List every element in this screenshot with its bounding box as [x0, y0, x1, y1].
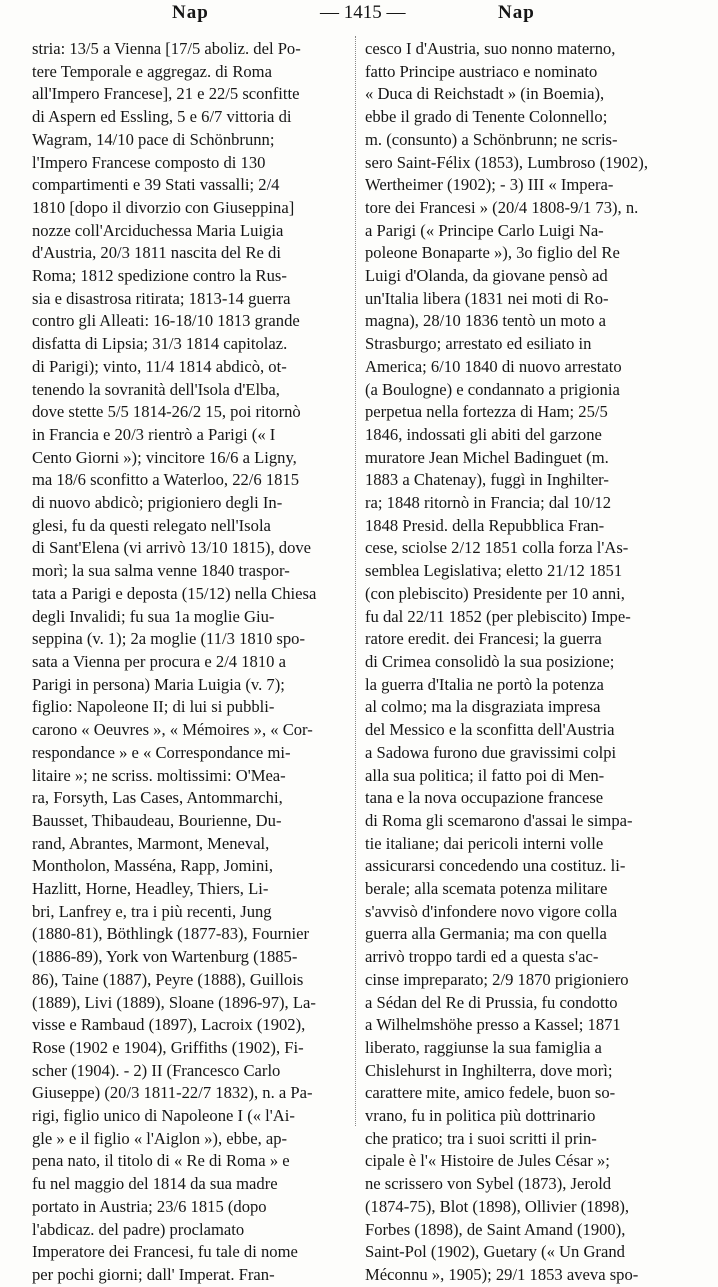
text-line: alla sua politica; il fatto poi di Men- — [365, 765, 605, 785]
header-right-keyword: Nap — [498, 2, 535, 23]
text-line: vrano, fu in politica più dottrinario — [365, 1106, 596, 1126]
text-line: gle » e il figlio « l'Aiglon »), ebbe, ap- — [32, 1128, 288, 1148]
text-line: fu nel maggio del 1814 da sua madre — [32, 1174, 278, 1194]
text-line: l'Impero Francese composto di 130 — [32, 152, 266, 172]
text-line: Cento Giorni »); vincitore 16/6 a Ligny, — [32, 447, 297, 467]
text-line: ratore eredit. dei Francesi; la guerra — [365, 629, 602, 649]
text-line: litaire »; ne scriss. moltissimi: O'Mea- — [32, 765, 286, 785]
text-line: in Francia e 20/3 rientrò a Parigi (« I — [32, 424, 276, 444]
page-header — [0, 0, 718, 26]
text-line: Forbes (1898), de Saint Amand (1900), — [365, 1219, 626, 1239]
text-line: tie italiane; dai pericoli interni volle — [365, 833, 604, 853]
text-line: figlio: Napoleone II; di lui si pubbli- — [32, 697, 275, 717]
text-line: 1848 Presid. della Repubblica Fran- — [365, 515, 605, 535]
text-line: (1874-75), Blot (1898), Ollivier (1898), — [365, 1196, 630, 1216]
text-line: guerra alla Germania; ma con quella — [365, 924, 607, 944]
header-left-keyword: Nap — [172, 2, 209, 23]
text-line: contro gli Alleati: 16-18/10 1813 grande — [32, 311, 300, 331]
text-line: tore dei Francesi » (20/4 1808-9/1 73), n. — [365, 197, 639, 217]
text-line: berale; alla scemata potenza militare — [365, 879, 608, 899]
right-column — [365, 38, 691, 1287]
text-line: tana e la nova occupazione francese — [365, 788, 604, 808]
text-line: che pratico; tra i suoi scritti il prin- — [365, 1128, 597, 1148]
text-line: stria: 13/5 a Vienna [17/5 aboliz. del Po- — [32, 39, 301, 58]
text-line: (1880-81), Böthlingk (1877-83), Fournier — [32, 924, 309, 944]
text-line: Rose (1902 e 1904), Griffiths (1902), Fi- — [32, 1037, 304, 1057]
text-line: m. (consunto) a Schönbrunn; ne scris- — [365, 129, 618, 149]
text-line: di Crimea consolidò la sua posizione; — [365, 651, 615, 671]
text-line: poleone Bonaparte »), 3o figlio del Re — [365, 243, 620, 263]
text-line: ne scrissero von Sybel (1873), Jerold — [365, 1174, 612, 1194]
text-line: Giuseppe) (20/3 1811-22/7 1832), n. a Pa- — [32, 1083, 313, 1103]
text-line: Parigi in persona) Maria Luigia (v. 7); — [32, 674, 285, 694]
text-line: a Sadowa furono due gravissimi colpi — [365, 742, 617, 762]
text-line: 1883 a Chatenay), fuggì in Inghilter- — [365, 470, 609, 490]
text-line: (1886-89), York von Wartenburg (1885- — [32, 947, 298, 967]
text-line: al colmo; ma la disgraziata impresa — [365, 697, 601, 717]
text-line: bri, Lanfrey e, tra i più recenti, Jung — [32, 901, 272, 921]
text-line: dove stette 5/5 1814-26/2 15, poi ritornò — [32, 402, 301, 422]
text-line: di Aspern ed Essling, 5 e 6/7 vittoria di — [32, 107, 292, 127]
text-line: 1846, indossati gli abiti del garzone — [365, 424, 602, 444]
text-line: pena nato, il titolo di « Re di Roma » e — [32, 1151, 290, 1171]
text-line: seppina (v. 1); 2a moglie (11/3 1810 spo- — [32, 629, 305, 649]
text-line: la guerra d'Italia ne portò la potenza — [365, 674, 604, 694]
column-divider — [355, 36, 356, 1126]
text-line: sia e disastrosa ritirata; 1813-14 guerra — [32, 288, 291, 308]
text-line: assicurarsi concedendo una costituz. li- — [365, 856, 626, 876]
text-line: tere Temporale e aggregaz. di Roma — [32, 61, 272, 81]
text-line: di Roma gli scemarono d'assai le simpa- — [365, 810, 633, 830]
text-line: tenendo la sovranità dell'Isola d'Elba, — [32, 379, 280, 399]
text-line: cese, sciolse 2/12 1851 colla forza l'As- — [365, 538, 629, 558]
text-line: ebbe il grado di Tenente Colonnello; — [365, 107, 608, 127]
text-line: a Sédan del Re di Prussia, fu condotto — [365, 992, 618, 1012]
text-line: respondance » e « Correspondance mi- — [32, 742, 291, 762]
text-line: arrivò troppo tardi ed a questa s'ac- — [365, 947, 599, 967]
text-line: di Sant'Elena (vi arrivò 13/10 1815), dove — [32, 538, 312, 558]
text-line: tata a Parigi e deposta (15/12) nella Chiesa — [32, 583, 317, 603]
text-line: per pochi giorni; dall' Imperat. Fran- — [32, 1264, 275, 1284]
text-line: disfatta di Lipsia; 31/3 1814 capitolaz. — [32, 334, 288, 354]
text-line: perpetua nella fortezza di Ham; 25/5 — [365, 402, 608, 422]
text-line: scher (1904). - 2) II (Francesco Carlo — [32, 1060, 281, 1080]
text-line: un'Italia libera (1831 nei moti di Ro- — [365, 288, 609, 308]
text-line: Saint-Pol (1902), Guetary (« Un Grand — [365, 1242, 625, 1262]
text-line: ma 18/6 sconfitto a Waterloo, 22/6 1815 — [32, 470, 300, 490]
text-line: portato in Austria; 23/6 1815 (dopo — [32, 1196, 267, 1216]
text-line: Bausset, Thibaudeau, Bourienne, Du- — [32, 810, 282, 830]
text-line: a Parigi (« Principe Carlo Luigi Na- — [365, 220, 604, 240]
text-line: fatto Principe austriaco e nominato — [365, 61, 598, 81]
text-line: morì; la sua salma venne 1840 traspor- — [32, 561, 290, 581]
text-line: cesco I d'Austria, suo nonno materno, — [365, 39, 616, 58]
text-line: rigi, figlio unico di Napoleone I (« l'Ai- — [32, 1106, 295, 1126]
text-line: muratore Jean Michel Badinguet (m. — [365, 447, 609, 467]
text-line: sero Saint-Félix (1853), Lumbroso (1902), — [365, 152, 648, 172]
text-line: America; 6/10 1840 di nuovo arrestato — [365, 356, 622, 376]
text-line: ra, Forsyth, Las Cases, Antommarchi, — [32, 788, 283, 808]
text-line: s'avvisò d'infondere novo vigore colla — [365, 901, 618, 921]
text-line: 1810 [dopo il divorzio con Giuseppina] — [32, 197, 295, 217]
text-line: cinse impreparato; 2/9 1870 prigioniero — [365, 969, 629, 989]
text-line: di nuovo abdicò; prigioniero degli In- — [32, 493, 283, 513]
text-line: magna), 28/10 1836 tentò un moto a — [365, 311, 607, 331]
text-line: Roma; 1812 spedizione contro la Rus- — [32, 266, 287, 286]
text-line: liberato, raggiunse la sua famiglia a — [365, 1037, 602, 1057]
text-line: sata a Vienna per procura e 2/4 1810 a — [32, 651, 286, 671]
text-line: Méconnu », 1905); 29/1 1853 aveva spo- — [365, 1264, 639, 1284]
text-line: Strasburgo; arrestato ed esiliato in — [365, 334, 592, 354]
text-line: Chislehurst in Inghilterra, dove morì; — [365, 1060, 613, 1080]
text-line: ra; 1848 ritornò in Francia; dal 10/12 — [365, 493, 612, 513]
text-line: l'abdicaz. del padre) proclamato — [32, 1219, 245, 1239]
text-line: degli Invalidi; fu sua 1a moglie Giu- — [32, 606, 275, 626]
text-line: glesi, fu da questi relegato nell'Isola — [32, 515, 271, 535]
text-line: Wertheimer (1902); - 3) III « Impera- — [365, 175, 614, 195]
text-line: carono « Oeuvres », « Mémoires », « Cor- — [32, 720, 313, 740]
text-line: cipale è l'« Histoire de Jules César »; — [365, 1151, 610, 1171]
text-line: all'Impero Francese], 21 e 22/5 sconfitte — [32, 84, 300, 104]
text-line: Montholon, Masséna, Rapp, Jomini, — [32, 856, 274, 876]
text-line: carattere mite, amico fedele, buon so- — [365, 1083, 616, 1103]
text-line: 86), Taine (1887), Peyre (1888), Guillois — [32, 969, 304, 989]
text-line: (a Boulogne) e condannato a prigionia — [365, 379, 620, 399]
text-line: rand, Abrantes, Marmont, Meneval, — [32, 833, 270, 853]
text-line: (con plebiscito) Presidente per 10 anni, — [365, 583, 625, 603]
text-line: Imperatore dei Francesi, fu tale di nome — [32, 1242, 298, 1262]
text-line: « Duca di Reichstadt » (in Boemia), — [365, 84, 605, 104]
text-line: d'Austria, 20/3 1811 nascita del Re di — [32, 243, 281, 263]
text-line: visse e Rambaud (1897), Lacroix (1902), — [32, 1015, 306, 1035]
text-line: Wagram, 14/10 pace di Schönbrunn; — [32, 129, 275, 149]
left-column — [32, 38, 354, 1287]
text-line: di Parigi); vinto, 11/4 1814 abdicò, ot- — [32, 356, 287, 376]
text-line: Luigi d'Olanda, da giovane pensò ad — [365, 266, 608, 286]
text-line: semblea Legislativa; eletto 21/12 1851 — [365, 561, 623, 581]
text-line: (1889), Livi (1889), Sloane (1896-97), La- — [32, 992, 316, 1012]
text-line: compartimenti e 39 Stati vassalli; 2/4 — [32, 175, 280, 195]
page-number: — 1415 — — [320, 2, 406, 23]
text-line: del Messico e la sconfitta dell'Austria — [365, 720, 615, 740]
text-line: a Wilhelmshöhe presso a Kassel; 1871 — [365, 1015, 621, 1035]
text-line: Hazlitt, Horne, Headley, Thiers, Li- — [32, 879, 269, 899]
text-line: nozze coll'Arciduchessa Maria Luigia — [32, 220, 284, 240]
text-line: fu dal 22/11 1852 (per plebiscito) Impe- — [365, 606, 631, 626]
